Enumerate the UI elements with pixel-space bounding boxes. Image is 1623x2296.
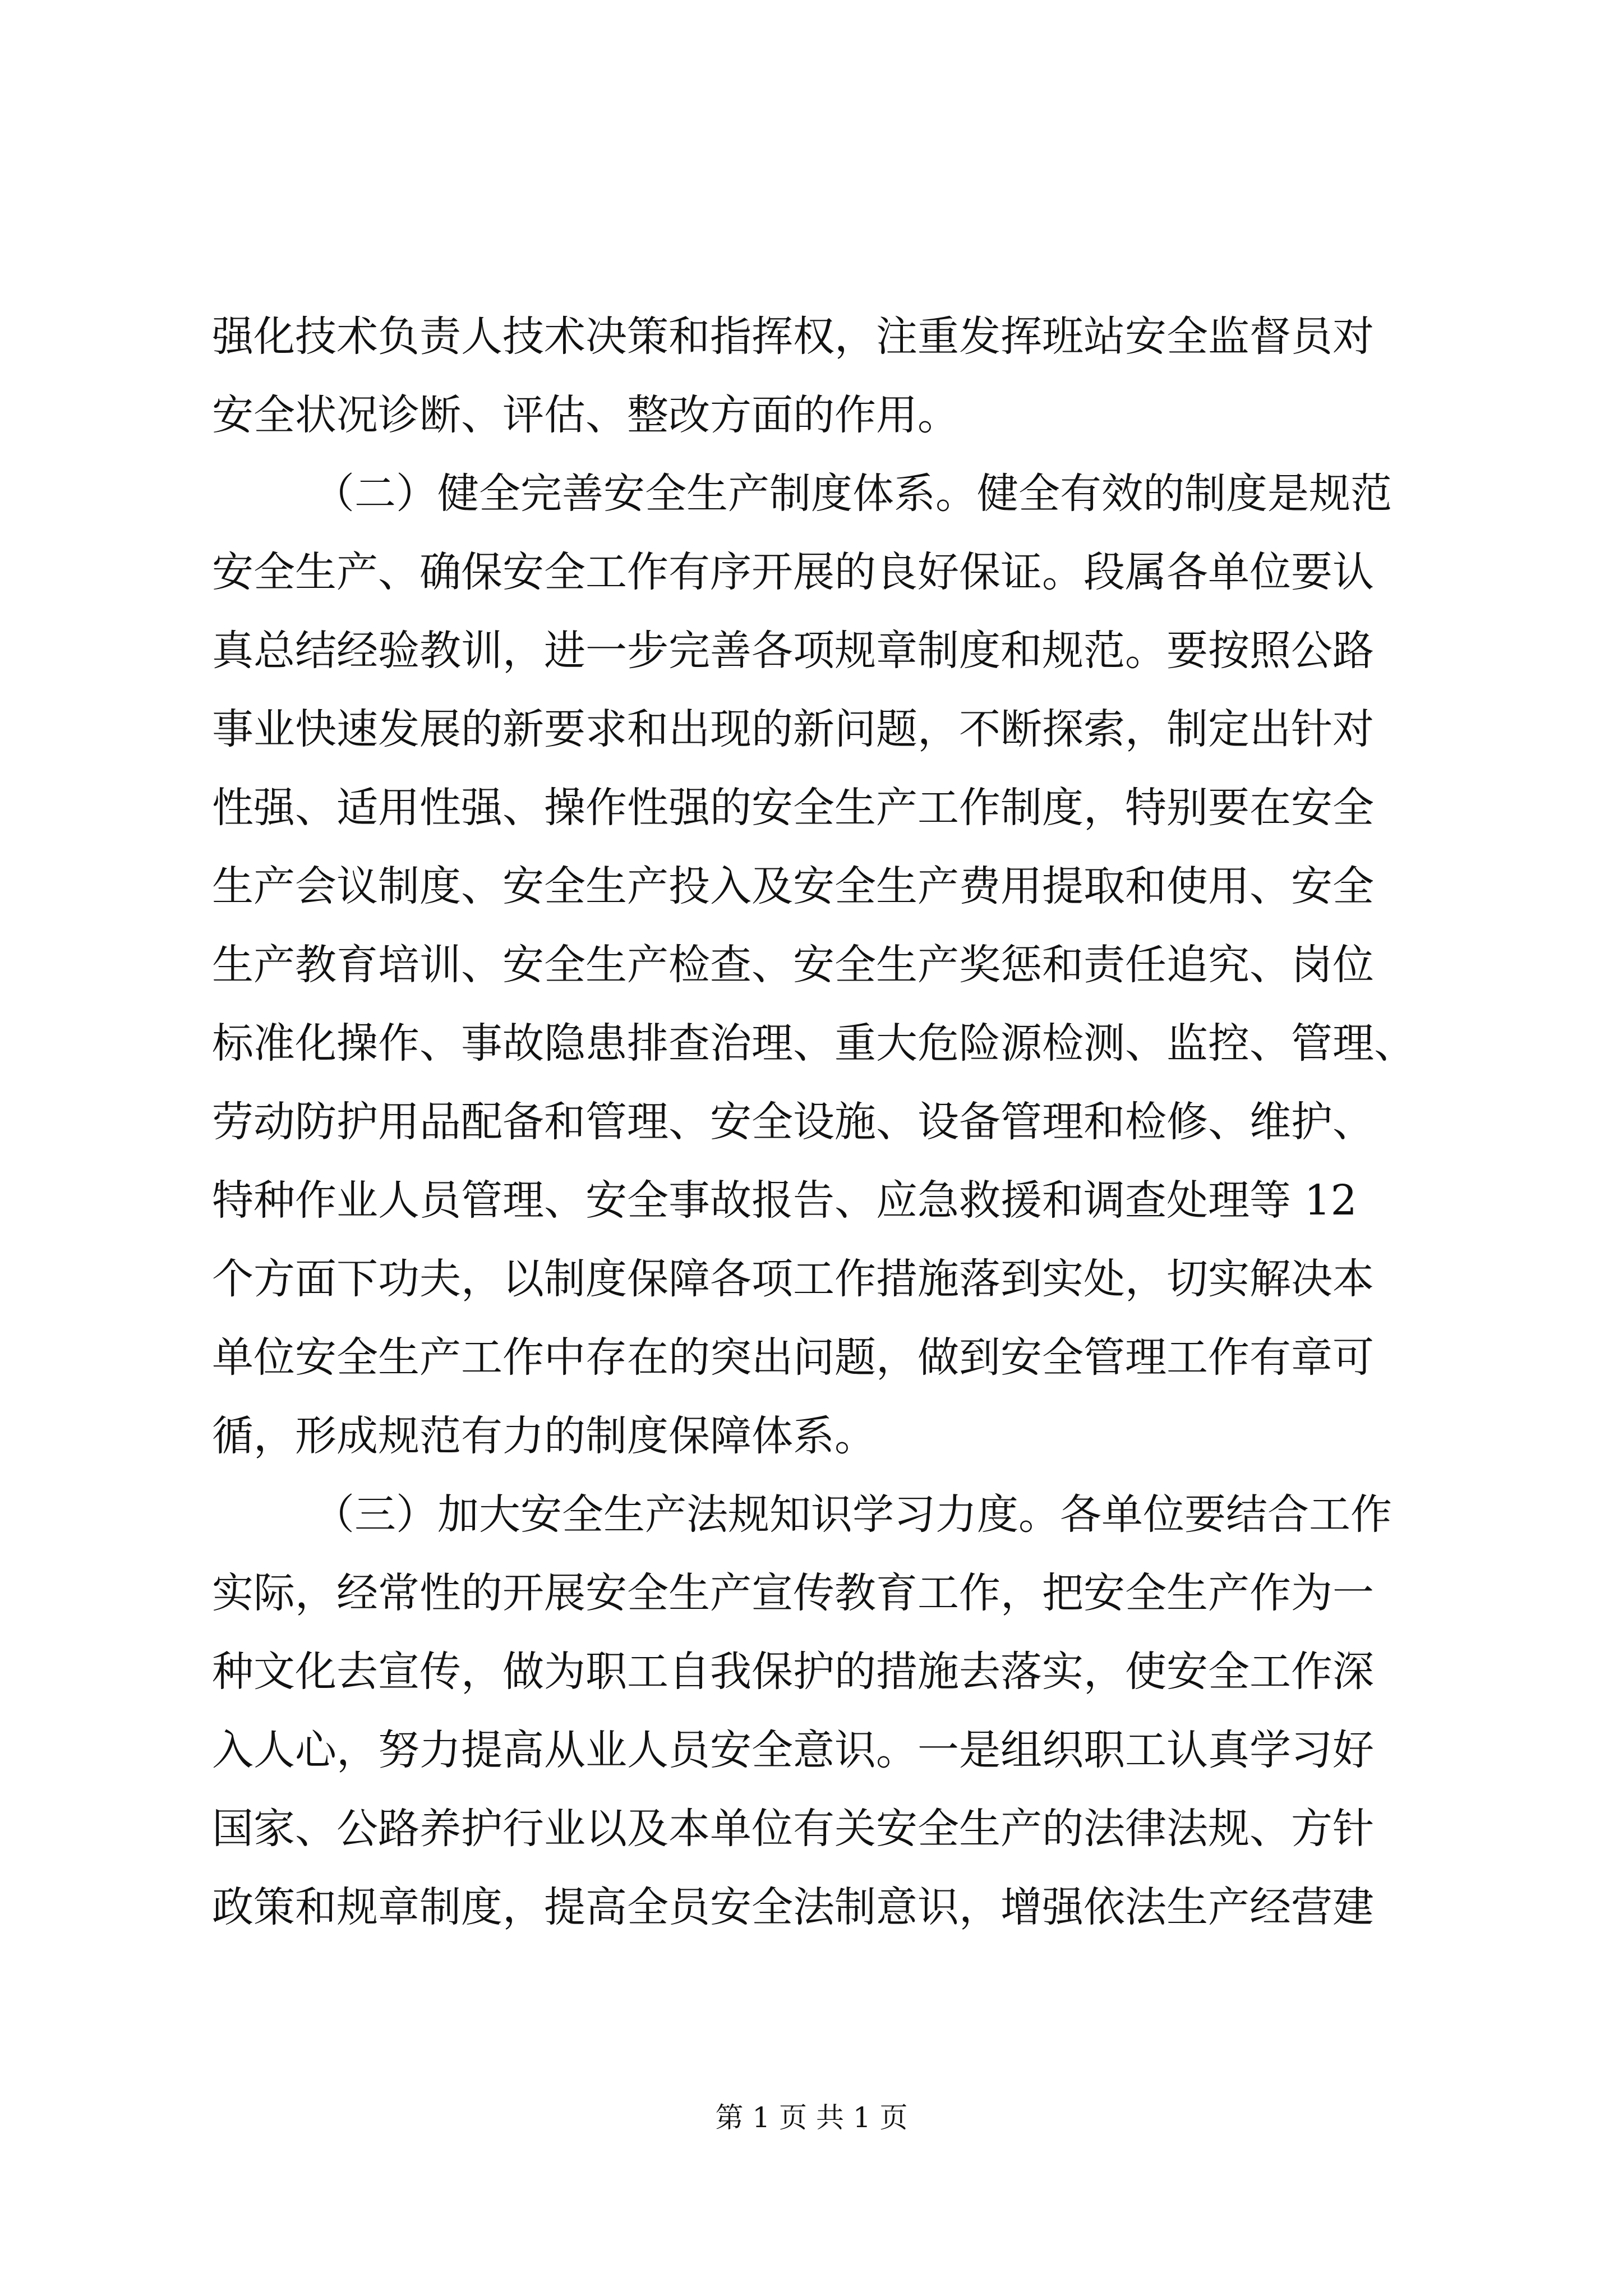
paragraph-line: 入人心，努力提高从业人员安全意识。一是组织职工认真学习好 (212, 1726, 1374, 1774)
paragraph-line: 单位安全生产工作中存在的突出问题，做到安全管理工作有章可 (212, 1333, 1374, 1382)
paragraph-line: （二）健全完善安全生产制度体系。健全有效的制度是规范 (313, 470, 1392, 518)
paragraph-line: 强化技术负责人技术决策和指挥权，注重发挥班站安全监督员对 (212, 312, 1374, 361)
paragraph-line: 国家、公路养护行业以及本单位有关安全生产的法律法规、方针 (212, 1805, 1374, 1853)
paragraph-line: 性强、适用性强、操作性强的安全生产工作制度，特别要在安全 (212, 784, 1374, 832)
paragraph-line: 循，形成规范有力的制度保障体系。 (212, 1412, 876, 1460)
paragraph-line: 种文化去宣传，做为职工自我保护的措施去落实，使安全工作深 (212, 1648, 1374, 1696)
paragraph-line: 真总结经验教训，进一步完善各项规章制度和规范。要按照公路 (212, 627, 1374, 675)
page-number-footer: 第 1 页 共 1 页 (715, 2101, 908, 2134)
paragraph-line: 特种作业人员管理、安全事故报告、应急救援和调查处理等 12 (212, 1176, 1357, 1225)
paragraph-line: 个方面下功夫，以制度保障各项工作措施落到实处，切实解决本 (212, 1255, 1374, 1303)
paragraph-line: 标准化操作、事故隐患排查治理、重大危险源检测、监控、管理、 (212, 1019, 1415, 1068)
paragraph-line: 生产教育培训、安全生产检查、安全生产奖惩和责任追究、岗位 (212, 941, 1374, 989)
paragraph-line: 政策和规章制度，提高全员安全法制意识，增强依法生产经营建 (212, 1883, 1374, 1931)
paragraph-line: 安全生产、确保安全工作有序开展的良好保证。段属各单位要认 (212, 548, 1374, 596)
paragraph-line: 生产会议制度、安全生产投入及安全生产费用提取和使用、安全 (212, 862, 1374, 910)
paragraph-line: 劳动防护用品配备和管理、安全设施、设备管理和检修、维护、 (212, 1098, 1374, 1146)
paragraph-line: 安全状况诊断、评估、整改方面的作用。 (212, 391, 959, 439)
paragraph-line: 实际，经常性的开展安全生产宣传教育工作，把安全生产作为一 (212, 1569, 1374, 1617)
paragraph-line: （三）加大安全生产法规知识学习力度。各单位要结合工作 (313, 1490, 1392, 1539)
paragraph-line: 事业快速发展的新要求和出现的新问题，不断探索，制定出针对 (212, 705, 1374, 753)
